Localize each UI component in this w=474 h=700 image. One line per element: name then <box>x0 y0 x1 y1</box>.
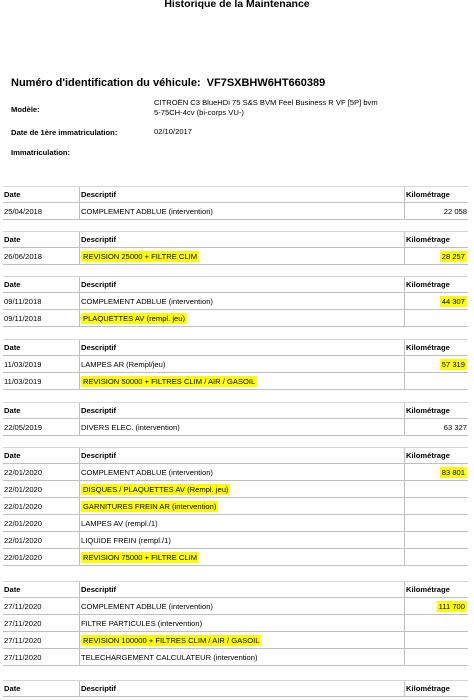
cell-descriptif <box>80 515 405 531</box>
header-date: Date <box>3 681 80 696</box>
cell-date: 27/11/2020 <box>3 615 80 631</box>
cell-kilometrage <box>405 615 468 631</box>
header-descriptif: Descriptif <box>80 448 405 463</box>
cell-date: 27/11/2020 <box>3 632 80 648</box>
model-value-line1: CITROËN C3 BlueHDi 75 S&S BVM Feel Business R VF [5P] bvm <box>154 98 378 107</box>
header-date: Date <box>3 187 80 202</box>
table-row <box>3 356 468 373</box>
descriptif-text: PLAQUETTES AV (rempl. jeu) <box>83 313 185 323</box>
table-header-row <box>3 231 468 248</box>
maintenance-table <box>3 680 468 697</box>
cell-kilometrage <box>405 549 468 565</box>
header-descriptif: Descriptif <box>80 582 405 597</box>
table-row <box>3 203 468 220</box>
kilometrage-value: 63 327 <box>443 422 467 432</box>
descriptif-text: LIQUIDE FREIN (rempl./1) <box>81 535 171 545</box>
table-row <box>3 373 468 390</box>
cell-kilometrage <box>405 293 468 309</box>
cell-date: 25/04/2018 <box>3 203 80 219</box>
descriptif-text: REVISION 50000 + FILTRES CLIM / AIR / GASOIL <box>83 376 256 386</box>
table-row <box>3 532 468 549</box>
vin-value: VF7SXBHW6HT660389 <box>206 77 326 89</box>
header-date: Date <box>3 340 80 355</box>
plate-label: Immatriculation: <box>11 148 71 157</box>
table-row <box>3 515 468 532</box>
descriptif-text: FILTRE PARTICULES (intervention) <box>81 618 203 628</box>
cell-date: 22/01/2020 <box>3 549 80 565</box>
table-row <box>3 310 468 327</box>
header-kilometrage: Kilométrage <box>406 190 450 199</box>
header-kilometrage: Kilométrage <box>406 585 450 594</box>
cell-kilometrage <box>405 373 468 389</box>
descriptif-text: GARNITURES FREIN AR (intervention) <box>83 501 217 511</box>
descriptif-text: DIVERS ELEC. (intervention) <box>81 422 180 432</box>
cell-kilometrage <box>405 649 468 665</box>
maintenance-table <box>3 186 468 220</box>
cell-kilometrage <box>405 515 468 531</box>
cell-date: 22/01/2020 <box>3 515 80 531</box>
descriptif-text: COMPLEMENT ADBLUE (intervention) <box>81 296 213 306</box>
table-row <box>3 549 468 566</box>
header-kilometrage: Kilométrage <box>406 280 450 289</box>
header-date: Date <box>3 277 80 292</box>
cell-date: 22/05/2019 <box>3 419 80 435</box>
table-header-row <box>3 447 468 464</box>
cell-kilometrage <box>405 356 468 372</box>
cell-kilometrage <box>405 598 468 614</box>
cell-kilometrage <box>405 498 468 514</box>
table-header-row <box>3 276 468 293</box>
table-row <box>3 419 468 436</box>
table-row <box>3 632 468 649</box>
kilometrage-value: 83 801 <box>441 467 465 477</box>
cell-kilometrage <box>405 310 468 326</box>
cell-kilometrage <box>405 481 468 497</box>
cell-descriptif <box>80 532 405 548</box>
kilometrage-value: 28 257 <box>441 251 465 261</box>
cell-descriptif <box>80 632 405 648</box>
cell-descriptif <box>80 481 405 497</box>
header-descriptif: Descriptif <box>80 340 405 355</box>
cell-descriptif <box>80 649 405 665</box>
table-row <box>3 481 468 498</box>
table-row <box>3 248 468 265</box>
table-header-row <box>3 581 468 598</box>
table-row <box>3 293 468 310</box>
cell-date: 27/11/2020 <box>3 598 80 614</box>
cell-date: 11/03/2019 <box>3 356 80 372</box>
descriptif-text: COMPLEMENT ADBLUE (intervention) <box>81 467 213 477</box>
table-header-row <box>3 186 468 203</box>
maintenance-table <box>3 276 468 327</box>
descriptif-text: LAMPES AR (Rempl/jeu) <box>81 359 166 369</box>
cell-descriptif <box>80 615 405 631</box>
page-title: Historique de la Maintenance <box>164 0 310 10</box>
model-value-line2: 5-75CH-4cv (bi-corps VU-) <box>154 108 244 117</box>
cell-date: 22/01/2020 <box>3 498 80 514</box>
header-kilometrage: Kilométrage <box>406 235 450 244</box>
maintenance-table <box>3 339 468 390</box>
cell-descriptif <box>80 498 405 514</box>
maintenance-table <box>3 231 468 265</box>
table-row <box>3 649 468 666</box>
descriptif-text: COMPLEMENT ADBLUE (intervention) <box>81 601 213 611</box>
kilometrage-value: 44 307 <box>441 296 465 306</box>
header-descriptif: Descriptif <box>80 187 405 202</box>
cell-descriptif <box>80 356 405 372</box>
reg-date-value: 02/10/2017 <box>154 127 193 136</box>
header-descriptif: Descriptif <box>80 681 405 696</box>
header-date: Date <box>3 232 80 247</box>
cell-descriptif <box>80 373 405 389</box>
reg-date-label: Date de 1ère immatriculation: <box>11 128 118 137</box>
table-row <box>3 498 468 515</box>
header-date: Date <box>3 448 80 463</box>
cell-kilometrage <box>405 464 468 480</box>
cell-date: 22/01/2020 <box>3 481 80 497</box>
vehicle-info <box>11 97 471 167</box>
maintenance-table <box>3 581 468 666</box>
header-descriptif: Descriptif <box>80 403 405 418</box>
cell-date: 11/03/2019 <box>3 373 80 389</box>
cell-kilometrage <box>405 248 468 264</box>
header-kilometrage: Kilométrage <box>406 451 450 460</box>
kilometrage-value: 57 319 <box>441 359 465 369</box>
table-row <box>3 464 468 481</box>
kilometrage-value: 22 058 <box>443 206 467 216</box>
header-kilometrage: Kilométrage <box>406 343 450 352</box>
vin-label: Numéro d'identification du véhicule: <box>11 77 201 89</box>
descriptif-text: COMPLEMENT ADBLUE (intervention) <box>81 206 213 216</box>
descriptif-text: DISQUES / PLAQUETTES AV (Rempl. jeu) <box>83 484 229 494</box>
cell-date: 22/01/2020 <box>3 464 80 480</box>
cell-descriptif <box>80 293 405 309</box>
descriptif-text: LAMPES AV (rempl./1) <box>81 518 158 528</box>
cell-kilometrage <box>405 532 468 548</box>
table-row <box>3 598 468 615</box>
model-label: Modèle: <box>11 105 40 114</box>
cell-date: 09/11/2018 <box>3 293 80 309</box>
cell-date: 09/11/2018 <box>3 310 80 326</box>
cell-date: 27/11/2020 <box>3 649 80 665</box>
descriptif-text: REVISION 100000 + FILTRES CLIM / AIR / GASOIL <box>83 635 260 645</box>
cell-descriptif <box>80 549 405 565</box>
table-header-row <box>3 680 468 697</box>
maintenance-table <box>3 402 468 436</box>
descriptif-text: TELECHARGEMENT CALCULATEUR (intervention) <box>81 652 258 662</box>
header-descriptif: Descriptif <box>80 232 405 247</box>
header-date: Date <box>3 403 80 418</box>
cell-date: 26/06/2018 <box>3 248 80 264</box>
cell-descriptif <box>80 310 405 326</box>
descriptif-text: REVISION 75000 + FILTRE CLIM <box>83 552 198 562</box>
table-header-row <box>3 339 468 356</box>
header-kilometrage: Kilométrage <box>406 684 450 693</box>
table-header-row <box>3 402 468 419</box>
cell-descriptif <box>80 464 405 480</box>
cell-descriptif <box>80 248 405 264</box>
cell-kilometrage <box>405 419 468 435</box>
header-kilometrage: Kilométrage <box>406 406 450 415</box>
table-row <box>3 615 468 632</box>
cell-descriptif <box>80 598 405 614</box>
cell-descriptif <box>80 419 405 435</box>
cell-kilometrage <box>405 632 468 648</box>
descriptif-text: REVISION 25000 + FILTRE CLIM <box>83 251 198 261</box>
vin-line <box>11 77 325 89</box>
header-descriptif: Descriptif <box>80 277 405 292</box>
cell-kilometrage <box>405 203 468 219</box>
kilometrage-value: 111 700 <box>438 601 465 611</box>
cell-date: 22/01/2020 <box>3 532 80 548</box>
cell-descriptif <box>80 203 405 219</box>
maintenance-table <box>3 447 468 566</box>
header-date: Date <box>3 582 80 597</box>
